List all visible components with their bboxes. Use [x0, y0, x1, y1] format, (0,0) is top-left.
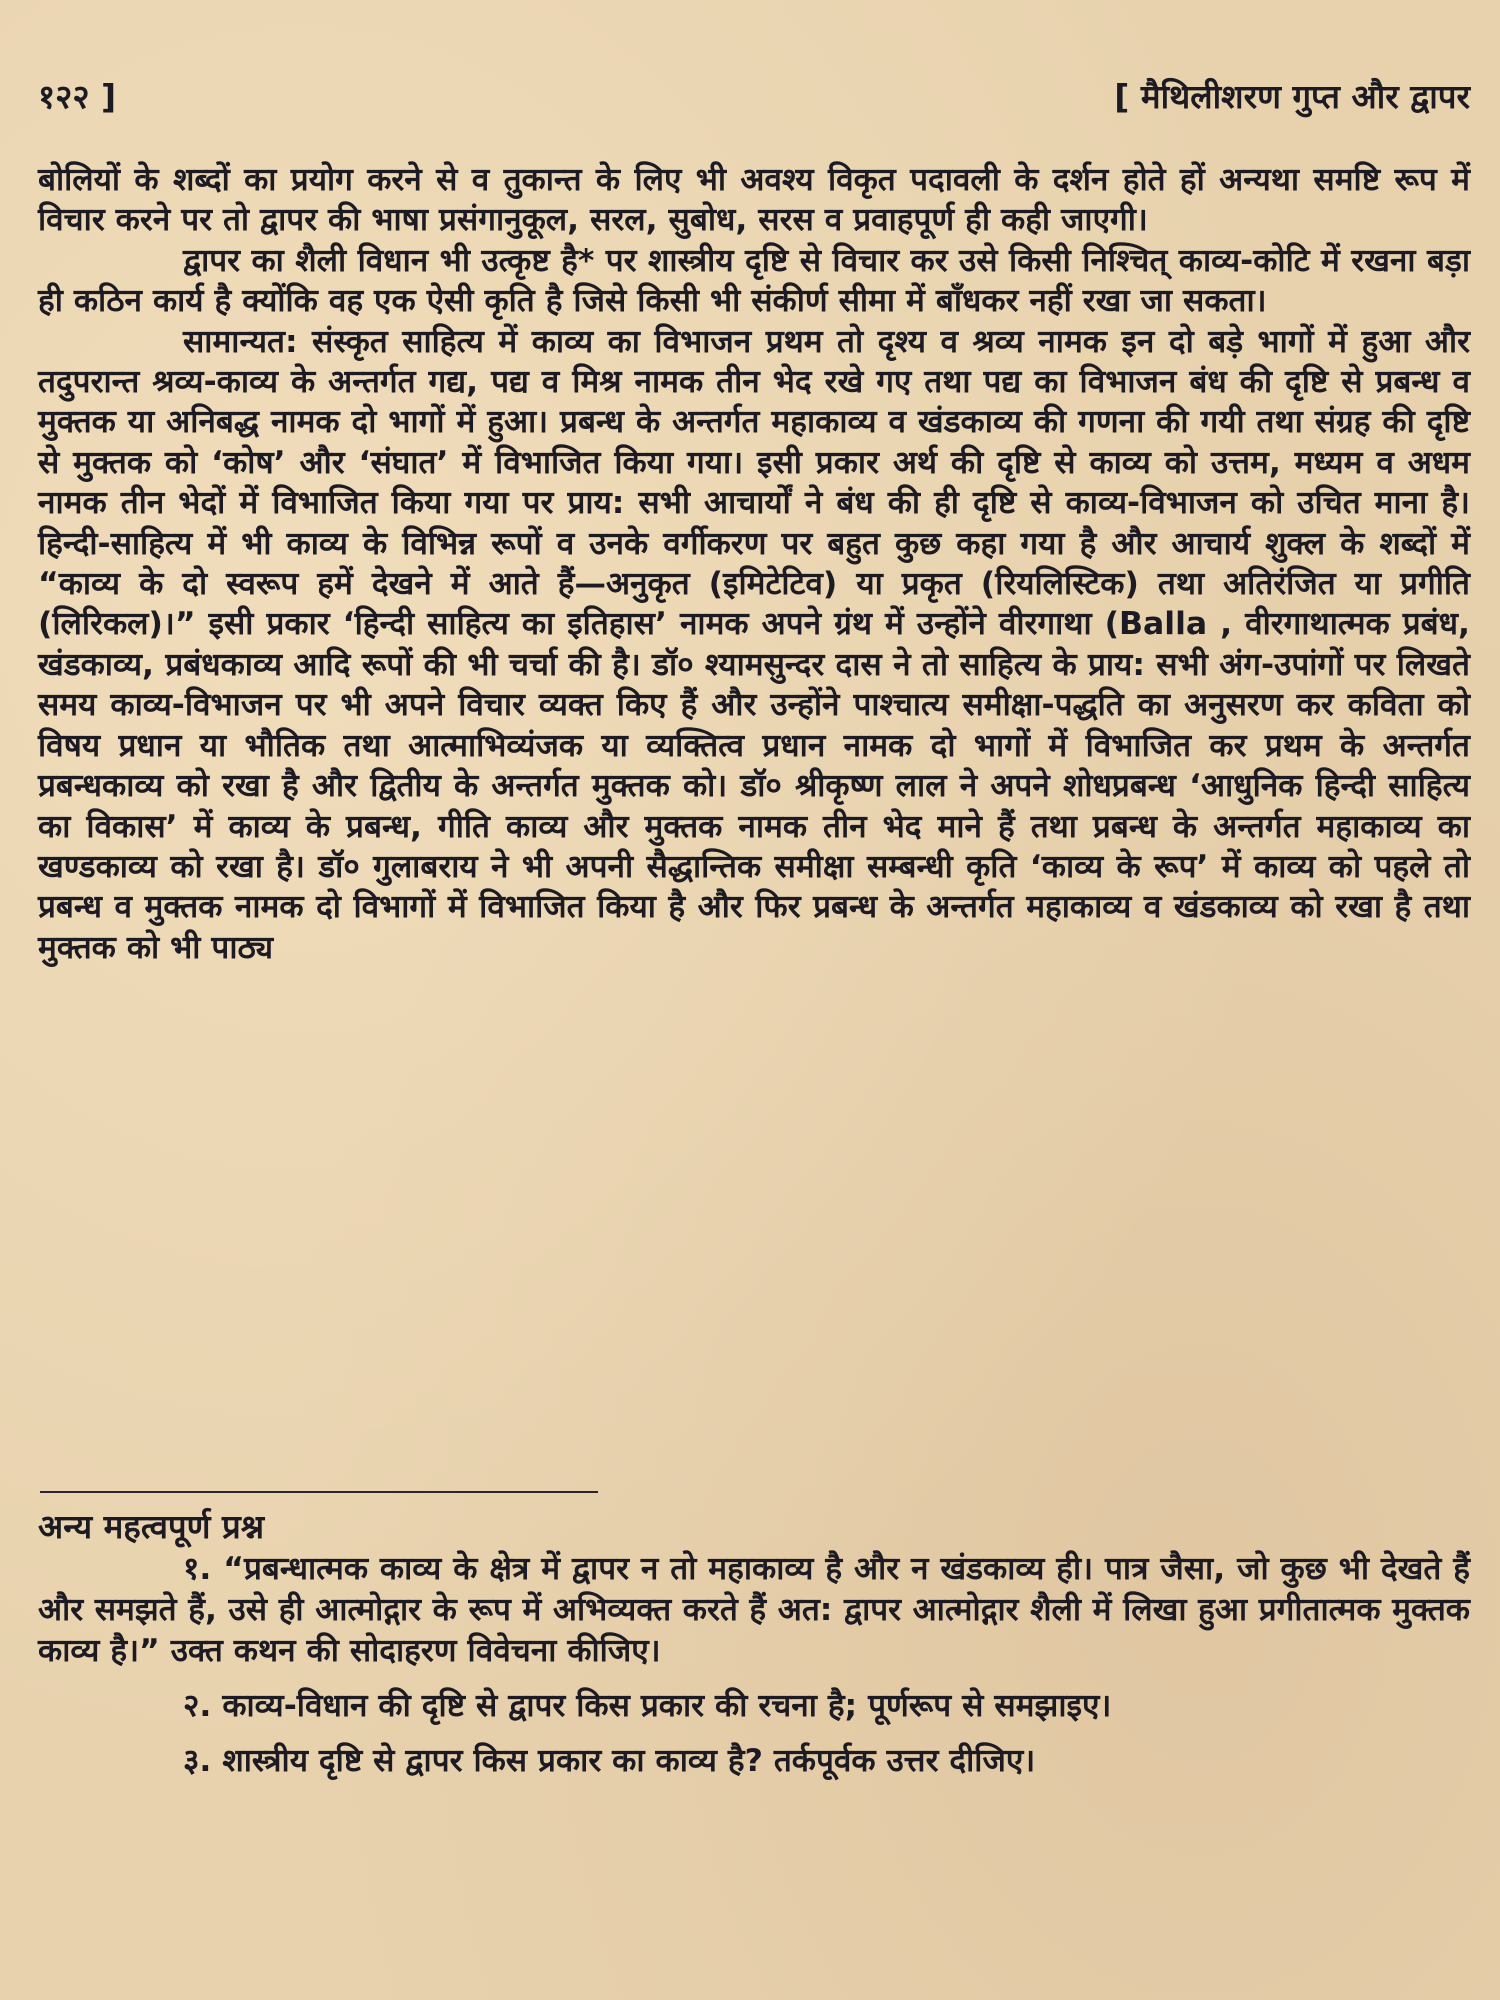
questions-heading: अन्य महत्वपूर्ण प्रश्न [38, 1507, 265, 1546]
important-questions [38, 1506, 1470, 1796]
running-title: [ मैथिलीशरण गुप्त और द्वापर [1114, 77, 1470, 116]
question-item: १. “प्रबन्धात्मक काव्य के क्षेत्र में द्वापर न तो महाकाव्य है और न खंडकाव्य ही। पात्र जैसा, जो कुछ भी देखते हैं और समझते हैं, उसे ही आत्मोद्गार के रूप में अभिव्यक्त करते हैं अत: द्वापर आत्मोद्गार शैली में लिखा हुआ प्रगीतात्मक मुक्तक काव्य है।” उक्त कथन की सोदाहरण विवेचना कीजिए। [38, 1551, 1470, 1669]
question-item: ३. शास्त्रीय दृष्टि से द्वापर किस प्रकार का काव्य है? तर्कपूर्वक उत्तर दीजिए। [183, 1743, 1036, 1779]
body-paragraph: सामान्यत: संस्कृत साहित्य में काव्य का विभाजन प्रथम तो दृश्य व श्रव्य नामक इन दो बड़े भागों में हुआ और तदुपरान्त श्रव्य-काव्य के अन्तर्गत गद्य, पद्य व मिश्र नामक तीन भेद रखे गए तथा पद्य का विभाजन बंध की दृष्टि से प्रबन्ध व मुक्तक या अनिबद्ध नामक दो भागों में हुआ। प्रबन्ध के अन्तर्गत महाकाव्य व खंडकाव्य की गणना की गयी तथा संग्रह की दृष्टि से मुक्तक को ‘कोष’ और ‘संघात’ में विभाजित किया गया। इसी प्रकार अर्थ की दृष्टि से काव्य को उत्तम, मध्यम व अधम नामक तीन भेदों में विभाजित किया गया पर प्राय: सभी आचार्यों ने बंध की ही दृष्टि से काव्य-विभाजन को उचित माना है। हिन्दी-साहित्य में भी काव्य के विभिन्न रूपों व उनके वर्गीकरण पर बहुत कुछ कहा गया है और आचार्य शुक्ल के शब्दों में “काव्य के दो स्वरूप हमें देखने में आते हैं—अनुकृत (इमिटेटिव) या प्रकृत (रियलिस्टिक) तथा अतिरंजित या प्रगीति (लिरिकल)।” इसी प्रकार ‘हिन्दी साहित्य का इतिहास’ नामक अपने ग्रंथ में उन्होंने वीरगाथा (Balla , वीरगाथात्मक प्रबंध, खंडकाव्य, प्रबंधकाव्य आदि रूपों की भी चर्चा की है। डॉ० श्यामसुन्दर दास ने तो साहित्य के प्राय: सभी अंग-उपांगों पर लिखते समय काव्य-विभाजन पर भी अपने विचार व्यक्त किए हैं और उन्होंने पाश्चात्य समीक्षा-पद्धति का अनुसरण कर कविता को विषय प्रधान या भौतिक तथा आत्माभिव्यंजक या व्यक्तित्व प्रधान नामक दो भागों में विभाजित कर प्रथम के अन्तर्गत प्रबन्धकाव्य को रखा है और द्वितीय के अन्तर्गत मुक्तक को। डॉ० श्रीकृष्ण लाल ने अपने शोधप्रबन्ध ‘आधुनिक हिन्दी साहित्य का विकास’ में काव्य के प्रबन्ध, गीति काव्य और मुक्तक नामक तीन भेद माने हैं तथा प्रबन्ध के अन्तर्गत महाकाव्य का खण्डकाव्य को रखा है। डॉ० गुलाबराय ने भी अपनी सैद्धान्तिक समीक्षा सम्बन्धी कृति ‘काव्य के रूप’ में काव्य को पहले तो प्रबन्ध व मुक्तक नामक दो विभागों में विभाजित किया है और फिर प्रबन्ध के अन्तर्गत महाकाव्य व खंडकाव्य को रखा है तथा मुक्तक को भी पाठ्य [38, 323, 1470, 966]
page-number: १२२ ] [38, 77, 117, 116]
running-head [38, 72, 1470, 122]
body-text [38, 160, 1470, 968]
body-paragraph: बोलियों के शब्दों का प्रयोग करने से व तुकान्त के लिए भी अवश्य विकृत पदावली के दर्शन होते हों अन्यथा समष्टि रूप में विचार करने पर तो द्वापर की भाषा प्रसंगानुकूल, सरल, सुबोध, सरस व प्रवाहपूर्ण ही कही जाएगी। [38, 162, 1470, 239]
body-paragraph: द्वापर का शैली विधान भी उत्कृष्ट है* पर शास्त्रीय दृष्टि से विचार कर उसे किसी निश्चित् काव्य-कोटि में रखना बड़ा ही कठिन कार्य है क्योंकि वह एक ऐसी कृति है जिसे किसी भी संकीर्ण सीमा में बाँधकर नहीं रखा जा सकता। [38, 242, 1470, 320]
footnote-divider [40, 1491, 598, 1493]
question-item: २. काव्य-विधान की दृष्टि से द्वापर किस प्रकार की रचना है; पूर्णरूप से समझाइए। [183, 1688, 1112, 1724]
